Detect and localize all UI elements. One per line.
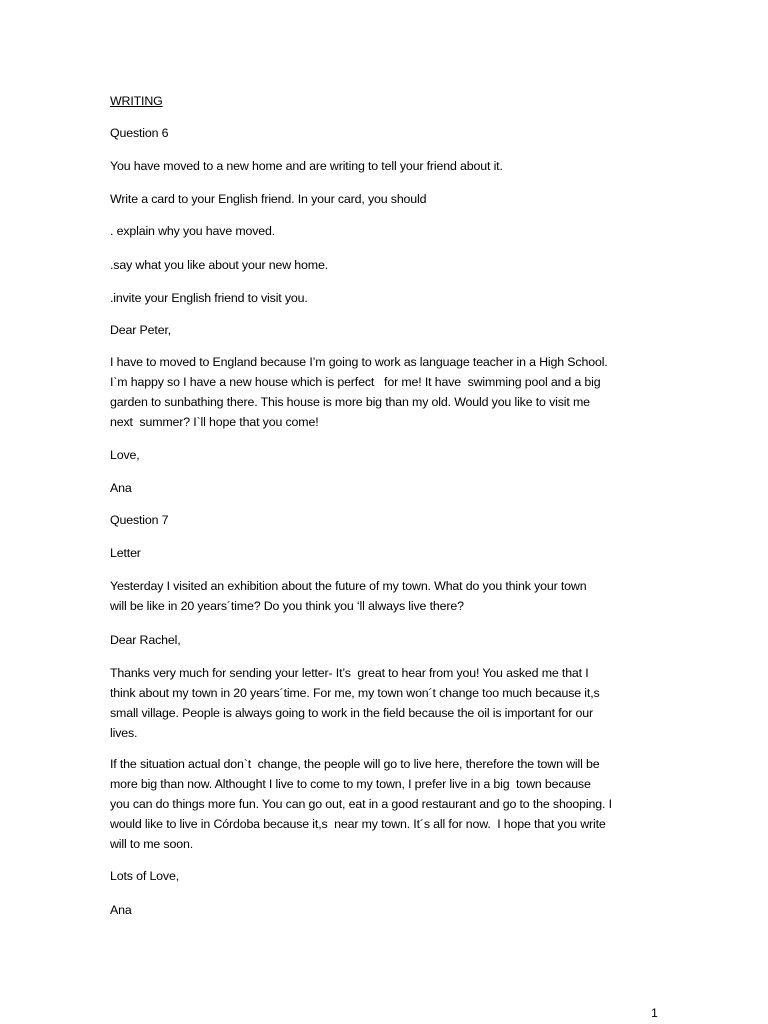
question-7-signature: Ana: [110, 903, 132, 917]
text-line: Thanks very much for sending your letter- It’s great to hear from you! You asked me that I: [110, 666, 589, 680]
question-6-greeting: Dear Peter,: [110, 323, 172, 337]
question-7-greeting: Dear Rachel,: [110, 633, 181, 647]
question-6-point-1: . explain why you have moved.: [110, 224, 276, 238]
text-line: will to me soon.: [110, 837, 193, 851]
text-line: Yesterday I visited an exhibition about the future of my town. What do you think your town: [110, 579, 587, 593]
question-6-point-3: .invite your English friend to visit you.: [110, 291, 308, 305]
document-heading: WRITING: [110, 94, 163, 108]
question-6-signature: Ana: [110, 481, 132, 495]
text-line: I`m happy so I have a new house which is perfect for me! It have swimming pool and a big: [110, 375, 601, 389]
question-7-label: Question 7: [110, 513, 169, 527]
question-7-closing: Lots of Love,: [110, 869, 179, 883]
text-line: think about my town in 20 years´time. For me, my town won´t change too much because it,s: [110, 686, 600, 700]
text-line: garden to sunbathing there. This house is more big than my old. Would you like to visit me: [110, 395, 590, 409]
question-6-closing: Love,: [110, 448, 140, 462]
text-line: you can do things more fun. You can go out, eat in a good restaurant and go to the shooping. I: [110, 797, 612, 811]
question-7-paragraph-1: [110, 663, 600, 743]
question-7-paragraph-2: [110, 754, 612, 854]
question-6-instruction: Write a card to your English friend. In your card, you should: [110, 192, 427, 206]
question-6-label: Question 6: [110, 126, 169, 140]
text-line: more big than now. Althought I live to come to my town, I prefer live in a big town because: [110, 777, 591, 791]
text-line: If the situation actual don`t change, the people will go to live here, therefore the town will be: [110, 757, 600, 771]
text-line: small village. People is always going to work in the field because the oil is important for our: [110, 706, 594, 720]
question-6-point-2: .say what you like about your new home.: [110, 258, 328, 272]
question-7-type: Letter: [110, 546, 141, 560]
question-6-body: [110, 352, 608, 432]
text-line: will be like in 20 years´time? Do you think you ‘ll always live there?: [110, 599, 464, 613]
text-line: would like to live in Córdoba because it,s near my town. It´s all for now. I hope that you write: [110, 817, 606, 831]
text-line: lives.: [110, 726, 138, 740]
question-7-prompt: [110, 576, 586, 616]
page-number: 1: [651, 1006, 658, 1020]
text-line: next summer? I`ll hope that you come!: [110, 415, 319, 429]
question-6-prompt: You have moved to a new home and are writing to tell your friend about it.: [110, 159, 503, 173]
text-line: I have to moved to England because I’m going to work as language teacher in a High School.: [110, 355, 608, 369]
